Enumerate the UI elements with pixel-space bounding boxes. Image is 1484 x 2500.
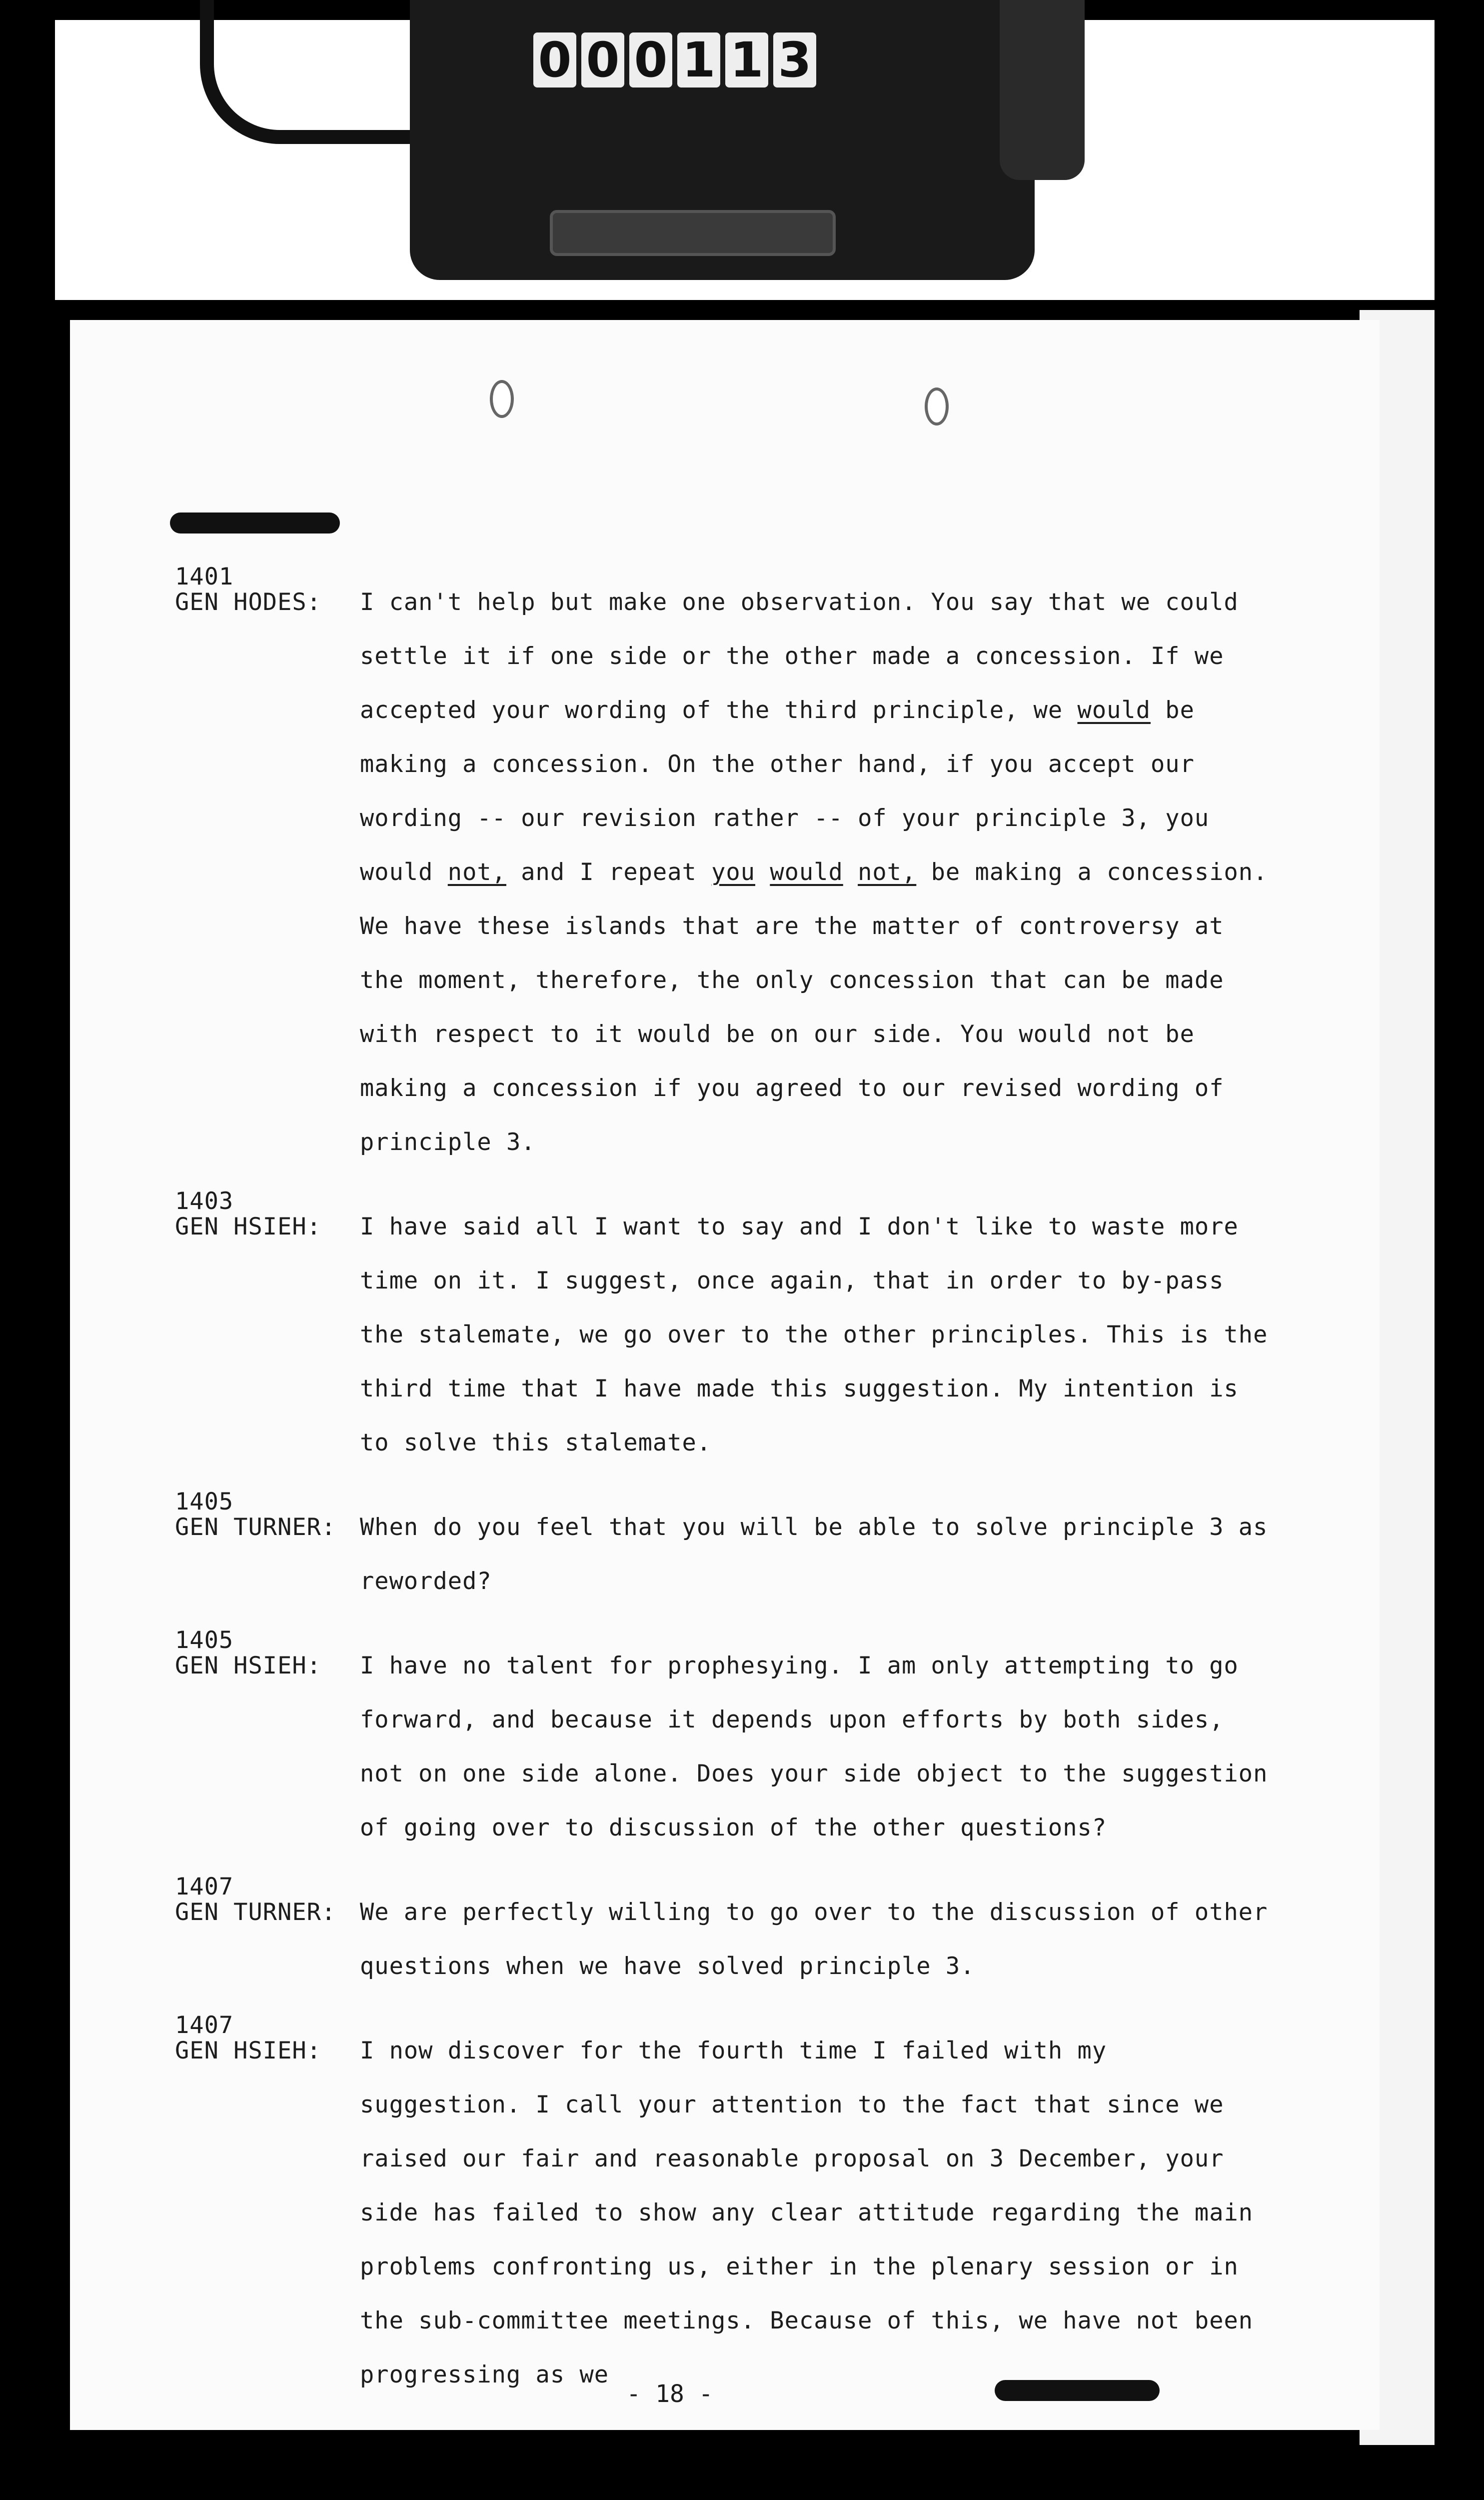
- entry-time: 1407: [175, 1873, 234, 1900]
- entry-speaker: GEN HSIEH:: [175, 1652, 321, 1680]
- counter-digit: 1: [677, 32, 720, 88]
- transcript-entry: [175, 2014, 1275, 2402]
- entry-row: [175, 2038, 1275, 2402]
- underlined-word: would: [1077, 696, 1151, 724]
- speech-text: be making a concession. We have these islands that are the matter of controversy at the moment, therefore, the only concession that can be made with respect to it would be on our side. You would not be making a concession if you agreed to our revised wording of principle 3.: [360, 858, 1268, 1156]
- speech-text: I can't help but make one observation. You say that we could settle it if one side or the other made a concession. If we accepted your wording of the third principle, we: [360, 588, 1239, 724]
- transcript-entry: [175, 1490, 1275, 1608]
- counter-nameplate: [550, 210, 836, 256]
- page-number: - 18 -: [626, 2380, 713, 2408]
- film-edge-left: [0, 0, 55, 2500]
- punch-hole: [490, 380, 514, 418]
- transcript-entry: [175, 1875, 1275, 1994]
- film-edge-right: [1435, 0, 1484, 2500]
- speech-text: [755, 858, 770, 886]
- counter-knob: [1000, 0, 1085, 180]
- punch-hole: [925, 388, 949, 426]
- entry-speech: [360, 576, 1275, 1170]
- entry-speaker: GEN TURNER:: [175, 1898, 336, 1926]
- counter-digit: 0: [533, 32, 576, 88]
- entry-speech: I have said all I want to say and I don't like to waste more time on it. I suggest, once again, that in order to by-pass the stalemate, we go over to the other principles. This is the third time that I have made this suggestion. My intention is to solve this stalemate.: [360, 1213, 1268, 1456]
- transcript-entry: [175, 1628, 1275, 1855]
- entry-time: 1407: [175, 2012, 234, 2039]
- entry-time: 1405: [175, 1488, 234, 1516]
- entry-row: [175, 1214, 1275, 1470]
- entry-time: 1401: [175, 563, 234, 590]
- entry-row: [175, 589, 1275, 1170]
- entry-row: [175, 1899, 1275, 1994]
- redaction-mark: [170, 512, 340, 534]
- underlined-word: would: [770, 858, 843, 886]
- underlined-word: you: [711, 858, 756, 886]
- counter-digit: 0: [581, 32, 624, 88]
- entry-time: 1405: [175, 1626, 234, 1654]
- entry-speech: We are perfectly willing to go over to the discussion of other questions when we have solved principle 3.: [360, 1898, 1268, 1980]
- counter-digit: 1: [725, 32, 768, 88]
- transcript-entry: [175, 1190, 1275, 1470]
- transcript-body: [175, 565, 1275, 2422]
- entry-speech: I now discover for the fourth time I failed with my suggestion. I call your attention to the fact that since we raised our fair and reasonable proposal on 3 December, your side has failed to show any clear attitude regarding the main problems confronting us, either in the plenary session or in the sub-committee meetings. Because of this, we have not been progressing as we: [360, 2037, 1254, 2388]
- counter-digit: 0: [629, 32, 672, 88]
- transcript-entry: [175, 565, 1275, 1170]
- entry-row: [175, 1652, 1275, 1855]
- entry-speaker: GEN HODES:: [175, 588, 321, 616]
- speech-text: and I repeat: [506, 858, 712, 886]
- entry-speaker: GEN HSIEH:: [175, 1213, 321, 1240]
- entry-speech: When do you feel that you will be able to solve principle 3 as reworded?: [360, 1514, 1268, 1595]
- entry-row: [175, 1514, 1275, 1608]
- counter-digit: 3: [773, 32, 816, 88]
- entry-speaker: GEN TURNER:: [175, 1514, 336, 1541]
- counter-window: [525, 30, 825, 90]
- underlined-word: not,: [858, 858, 917, 886]
- entry-time: 1403: [175, 1188, 234, 1215]
- speech-text: be making a concession. On the other hand, if you accept our wording -- our revision rather -- of your principle 3, you would: [360, 696, 1210, 886]
- speech-text: [843, 858, 858, 886]
- underlined-word: not,: [447, 858, 506, 886]
- frame-counter: [410, 0, 1035, 280]
- entry-speaker: GEN HSIEH:: [175, 2037, 321, 2064]
- entry-speech: I have no talent for prophesying. I am only attempting to go forward, and because it depends upon efforts by both sides, not on one side alone. Does your side object to the suggestion of going over to discussion of the other questions?: [360, 1652, 1268, 1842]
